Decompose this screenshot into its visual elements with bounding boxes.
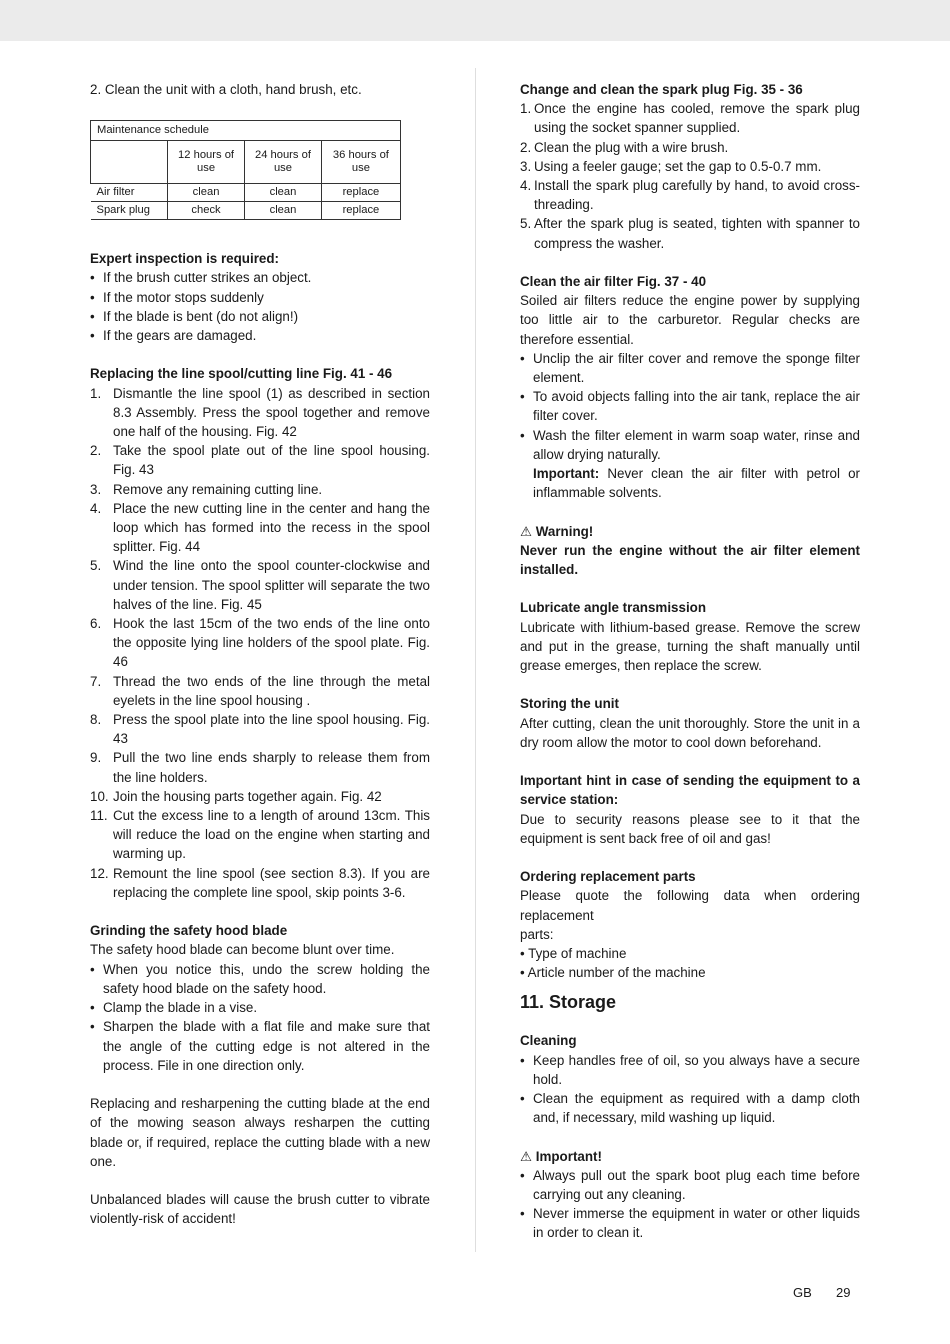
list-item: 1. Once the engine has cooled, remove the spark plug using the socket spanner supplied. <box>520 101 860 136</box>
air-filter-important: Important: Never clean the air filter with petrol or inflammable solvents. <box>533 466 860 501</box>
table-cell: replace <box>321 202 400 220</box>
spark-plug-heading: Change and clean the spark plug Fig. 35 - 36 <box>520 82 803 97</box>
resharpen-paragraph: Replacing and resharpening the cutting blade at the end of the mowing season always resharpen the cutting blade or, if required, replace the cutting blade with a new one. <box>90 1096 430 1169</box>
line-spool-heading: Replacing the line spool/cutting line Fig. 41 - 46 <box>90 366 393 382</box>
grinding-heading: Grinding the safety hood blade <box>90 923 288 939</box>
storage-section-title: 11. Storage <box>520 992 617 1013</box>
list-item: 7. Thread the two ends of the line through the metal eyelets in the line spool housing . <box>90 673 430 708</box>
list-item: • Keep handles free of oil, so you always have a secure hold. <box>520 1052 860 1087</box>
table-row <box>91 184 401 202</box>
list-item: • Always pull out the spark boot plug each time before carrying out any cleaning. <box>520 1167 860 1203</box>
ordering-line: replacement <box>520 907 594 923</box>
air-filter-heading: Clean the air filter Fig. 37 - 40 <box>520 274 707 290</box>
list-item: • Sharpen the blade with a flat file and make sure that the angle of the cutting edge is not altered in the process. File in one direction only. <box>90 1019 430 1073</box>
table-header-empty <box>91 141 168 184</box>
lubricate-heading: Lubricate angle transmission <box>520 600 707 616</box>
list-item: 12. Remount the line spool (see section 8.3). If you are replacing the complete line spool, skip points 3-6. <box>90 865 430 900</box>
list-item: • If the brush cutter strikes an object. <box>90 270 312 286</box>
table-cell: check <box>168 202 245 220</box>
ordering-heading: Ordering replacement parts <box>520 869 696 885</box>
list-item: 9. Pull the two line ends sharply to release them from the line holders. <box>90 750 430 785</box>
row-label: Air filter <box>91 184 168 202</box>
list-item: • Clamp the blade in a vise. <box>90 1000 258 1016</box>
list-item: 5. Wind the line onto the spool counter-clockwise and under tension. The spool splitter will separate the two halves of the line. Fig. 45 <box>90 558 430 612</box>
unbalanced-paragraph: Unbalanced blades will cause the brush cutter to vibrate violently-risk of accident! <box>90 1192 430 1227</box>
row-label: Spark plug <box>91 202 168 220</box>
table-cell: clean <box>245 202 322 220</box>
ordering-line: • Type of machine <box>520 946 627 962</box>
table-cell: clean <box>168 184 245 202</box>
list-item: 3. Remove any remaining cutting line. <box>90 481 323 497</box>
table-row <box>91 202 401 220</box>
air-filter-intro: Soiled air filters reduce the engine power by supplying too little air to the carburetor. Regular checks are therefore essential. <box>520 293 860 347</box>
service-hint-text: Due to security reasons please see to it that the equipment is sent back free of oil and gas! <box>520 811 860 846</box>
list-item: 3. Using a feeler gauge; set the gap to 0.5-0.7 mm. <box>520 158 822 174</box>
list-item: • Clean the equipment as required with a damp cloth and, if necessary, mild washing up liquid. <box>520 1091 860 1126</box>
list-item: • When you notice this, undo the screw holding the safety hood blade on the safety hood. <box>90 961 430 996</box>
important-heading: ⚠ Important! <box>520 1148 602 1164</box>
list-item: • If the gears are damaged. <box>90 328 257 344</box>
maintenance-schedule-table <box>90 120 401 220</box>
list-item: 6. Hook the last 15cm of the two ends of the line onto the opposite lying line holders of the spool plate. Fig. 46 <box>90 616 430 670</box>
table-cell: replace <box>321 184 400 202</box>
storing-heading: Storing the unit <box>520 696 619 712</box>
storing-text: After cutting, clean the unit thoroughly. Store the unit in a dry room allow the motor to cool down beforehand. <box>520 715 860 750</box>
list-item: 8. Press the spool plate into the line spool housing. Fig. 43 <box>90 712 430 747</box>
header-band <box>0 0 950 41</box>
ordering-line: Please quote the following data when ordering <box>520 888 860 904</box>
list-item: 1. Dismantle the line spool (1) as described in section 8.3 Assembly. Press the spool together and remove one half of the housing. Fig. 42 <box>90 385 430 440</box>
list-item: • Never immerse the equipment in water or other liquids in order to clean it. <box>520 1206 860 1241</box>
list-item: 2. Clean the plug with a wire brush. <box>520 139 729 155</box>
list-item: • To avoid objects falling into the air tank, replace the air filter cover. <box>520 389 860 424</box>
list-item: 10. Join the housing parts together again. Fig. 42 <box>90 788 382 804</box>
warning-icon: ⚠ <box>520 1148 533 1164</box>
footer-language: GB <box>793 1285 812 1300</box>
service-hint-heading: Important hint in case of sending the equipment to a service station: <box>520 773 860 808</box>
left-column <box>90 80 430 1229</box>
lubricate-text: Lubricate with lithium-based grease. Remove the screw and put in the grease, turning the shaft manually until grease emerges, then replace the screw. <box>520 619 860 674</box>
page-number: 29 <box>836 1285 851 1300</box>
column-divider <box>475 68 476 1252</box>
list-item: 4. Place the new cutting line in the center and hang the loop which has formed into the recess in the spool splitter. Fig. 44 <box>90 500 430 555</box>
ordering-line: parts: <box>520 926 554 942</box>
table-header-36h: 36 hours of use <box>321 141 400 184</box>
expert-inspection-heading: Expert inspection is required: <box>90 251 279 267</box>
cleaning-heading: Cleaning <box>520 1033 577 1049</box>
grinding-intro: The safety hood blade can become blunt over time. <box>90 942 395 958</box>
table-header-24h: 24 hours of use <box>245 141 322 184</box>
list-item: • Unclip the air filter cover and remove the sponge filter element. <box>520 350 860 386</box>
table-header-12h: 12 hours of use <box>168 141 245 184</box>
table-cell: clean <box>245 184 322 202</box>
list-item: 2. Take the spool plate out of the line spool housing. Fig. 43 <box>90 443 430 478</box>
list-item: 4. Install the spark plug carefully by hand, to avoid cross-threading. <box>520 178 860 213</box>
warning-icon: ⚠ <box>520 523 533 539</box>
list-item: • If the motor stops suddenly <box>90 289 264 305</box>
ordering-line: • Article number of the machine <box>520 965 706 981</box>
list-item: • Wash the filter element in warm soap water, rinse and allow drying naturally. <box>520 427 860 462</box>
warning-heading: ⚠ Warning! <box>520 523 594 539</box>
warning-text: Never run the engine without the air filter element installed. <box>520 542 860 578</box>
right-column <box>520 80 860 1243</box>
list-item: 11. Cut the excess line to a length of around 13cm. This will reduce the load on the engine when starting and warming up. <box>90 808 430 862</box>
table-caption: Maintenance schedule <box>91 121 401 141</box>
clean-unit-text: 2. Clean the unit with a cloth, hand brush, etc. <box>90 82 362 97</box>
list-item: 5. After the spark plug is seated, tighten with spanner to compress the washer. <box>520 216 860 251</box>
list-item: • If the blade is bent (do not align!) <box>90 308 299 324</box>
